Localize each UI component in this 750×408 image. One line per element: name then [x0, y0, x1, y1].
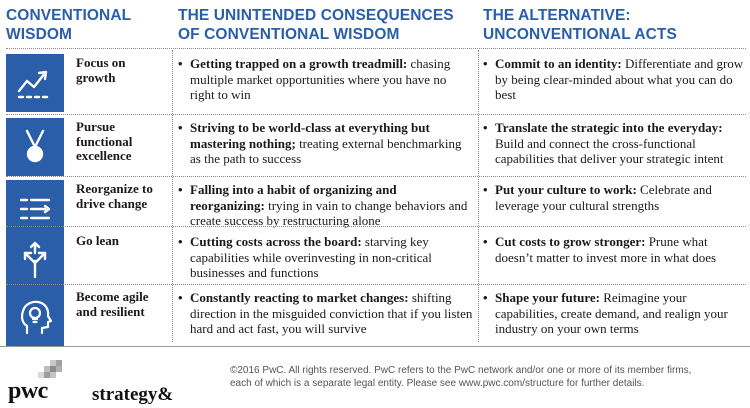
- wisdom-label: Become agile and resilient: [76, 289, 149, 319]
- wisdom-label: Pursue functional excellence: [76, 119, 133, 163]
- consequence-rest: starving key capabilities while overinvesting in non-critical businesses and functions: [190, 234, 432, 280]
- wisdom-label: Go lean: [76, 233, 119, 248]
- consequence-text: [178, 234, 474, 281]
- consequence-bold: Constantly reacting to market changes:: [190, 290, 409, 305]
- growth-chart-icon: [6, 54, 64, 112]
- consequence-rest: shifting direction in the misguided conviction that if you listen hard and act fast, you will survive: [190, 290, 473, 336]
- wisdom-label: Reorganize to drive change: [76, 181, 153, 211]
- consequence-text: [178, 56, 474, 103]
- diverging-arrows-icon: [6, 232, 64, 290]
- table-row: [0, 232, 750, 290]
- header-line: CONVENTIONAL: [6, 7, 132, 24]
- medal-icon: [6, 118, 64, 176]
- header-line: OF CONVENTIONAL WISDOM: [178, 26, 400, 43]
- consequence-rest: treating external benchmarking as the path to success: [190, 135, 462, 166]
- row-divider: [6, 48, 746, 49]
- consequence-bold: Striving to be world-class at everything but mastering nothing;: [190, 120, 430, 151]
- header-line: THE UNINTENDED CONSEQUENCES: [178, 7, 454, 24]
- reorganize-list-icon: [6, 180, 64, 238]
- alternative-bold: Put your culture to work:: [495, 182, 637, 197]
- wisdom-label: Focus on growth: [76, 55, 126, 85]
- alternative-bold: Shape your future:: [495, 290, 600, 305]
- alternative-rest: Reimagine your capabilities, create demand, and realign your industry on your own terms: [495, 290, 728, 336]
- footer-divider: [0, 346, 750, 347]
- copyright-line: each of which is a separate legal entity. Please see www.pwc.com/structure for further details.: [230, 378, 645, 389]
- consequence-text: [178, 182, 474, 229]
- alternative-bold: Translate the strategic into the everyday:: [495, 120, 723, 135]
- head-lightbulb-icon: [6, 288, 64, 346]
- strategy-and-logo: strategy&: [92, 384, 174, 405]
- table-row: [0, 118, 750, 176]
- copyright-line: ©2016 PwC. All rights reserved. PwC refers to the PwC network and/or one or more of its member firms,: [230, 365, 692, 376]
- pwc-logo: pwc: [8, 378, 48, 404]
- consequence-rest: chasing multiple market opportunities where you have no right to win: [190, 56, 451, 102]
- header-alternative: [483, 6, 743, 44]
- consequence-rest: trying in vain to change behaviors and create success by restructuring alone: [190, 197, 468, 228]
- row-divider: [6, 226, 746, 227]
- row-divider: [6, 176, 746, 177]
- alternative-rest: Differentiate and grow by being clear-minded about what you can do best: [495, 56, 744, 102]
- alternative-text: [483, 56, 745, 103]
- alternative-text: [483, 290, 745, 337]
- copyright-notice: [230, 364, 745, 390]
- table-row: [0, 54, 750, 112]
- table-row: [0, 288, 750, 346]
- consequence-bold: Cutting costs across the board:: [190, 234, 362, 249]
- alternative-bold: Commit to an identity:: [495, 56, 622, 71]
- alternative-rest: Prune what doesn’t matter to invest more in what does: [495, 234, 717, 265]
- alternative-text: [483, 234, 745, 265]
- alternative-text: [483, 182, 745, 213]
- row-divider: [6, 284, 746, 285]
- consequence-bold: Getting trapped on a growth treadmill:: [190, 56, 408, 71]
- alternative-bold: Cut costs to grow stronger:: [495, 234, 646, 249]
- consequence-text: [178, 290, 474, 337]
- header-unintended-consequences: [178, 6, 478, 44]
- header-conventional-wisdom: [6, 6, 166, 44]
- row-divider: [6, 114, 746, 115]
- header-line: UNCONVENTIONAL ACTS: [483, 26, 677, 43]
- alternative-rest: Celebrate and leverage your cultural strengths: [495, 182, 712, 213]
- consequence-text: [178, 120, 474, 167]
- consequence-bold: Falling into a habit of organizing and reorganizing:: [190, 182, 397, 213]
- alternative-rest: Build and connect the cross-functional capabilities that deliver your strategic intent: [495, 135, 724, 166]
- table-row: [0, 180, 750, 238]
- header-line: WISDOM: [6, 26, 73, 43]
- alternative-text: [483, 120, 745, 167]
- header-line: THE ALTERNATIVE:: [483, 7, 631, 24]
